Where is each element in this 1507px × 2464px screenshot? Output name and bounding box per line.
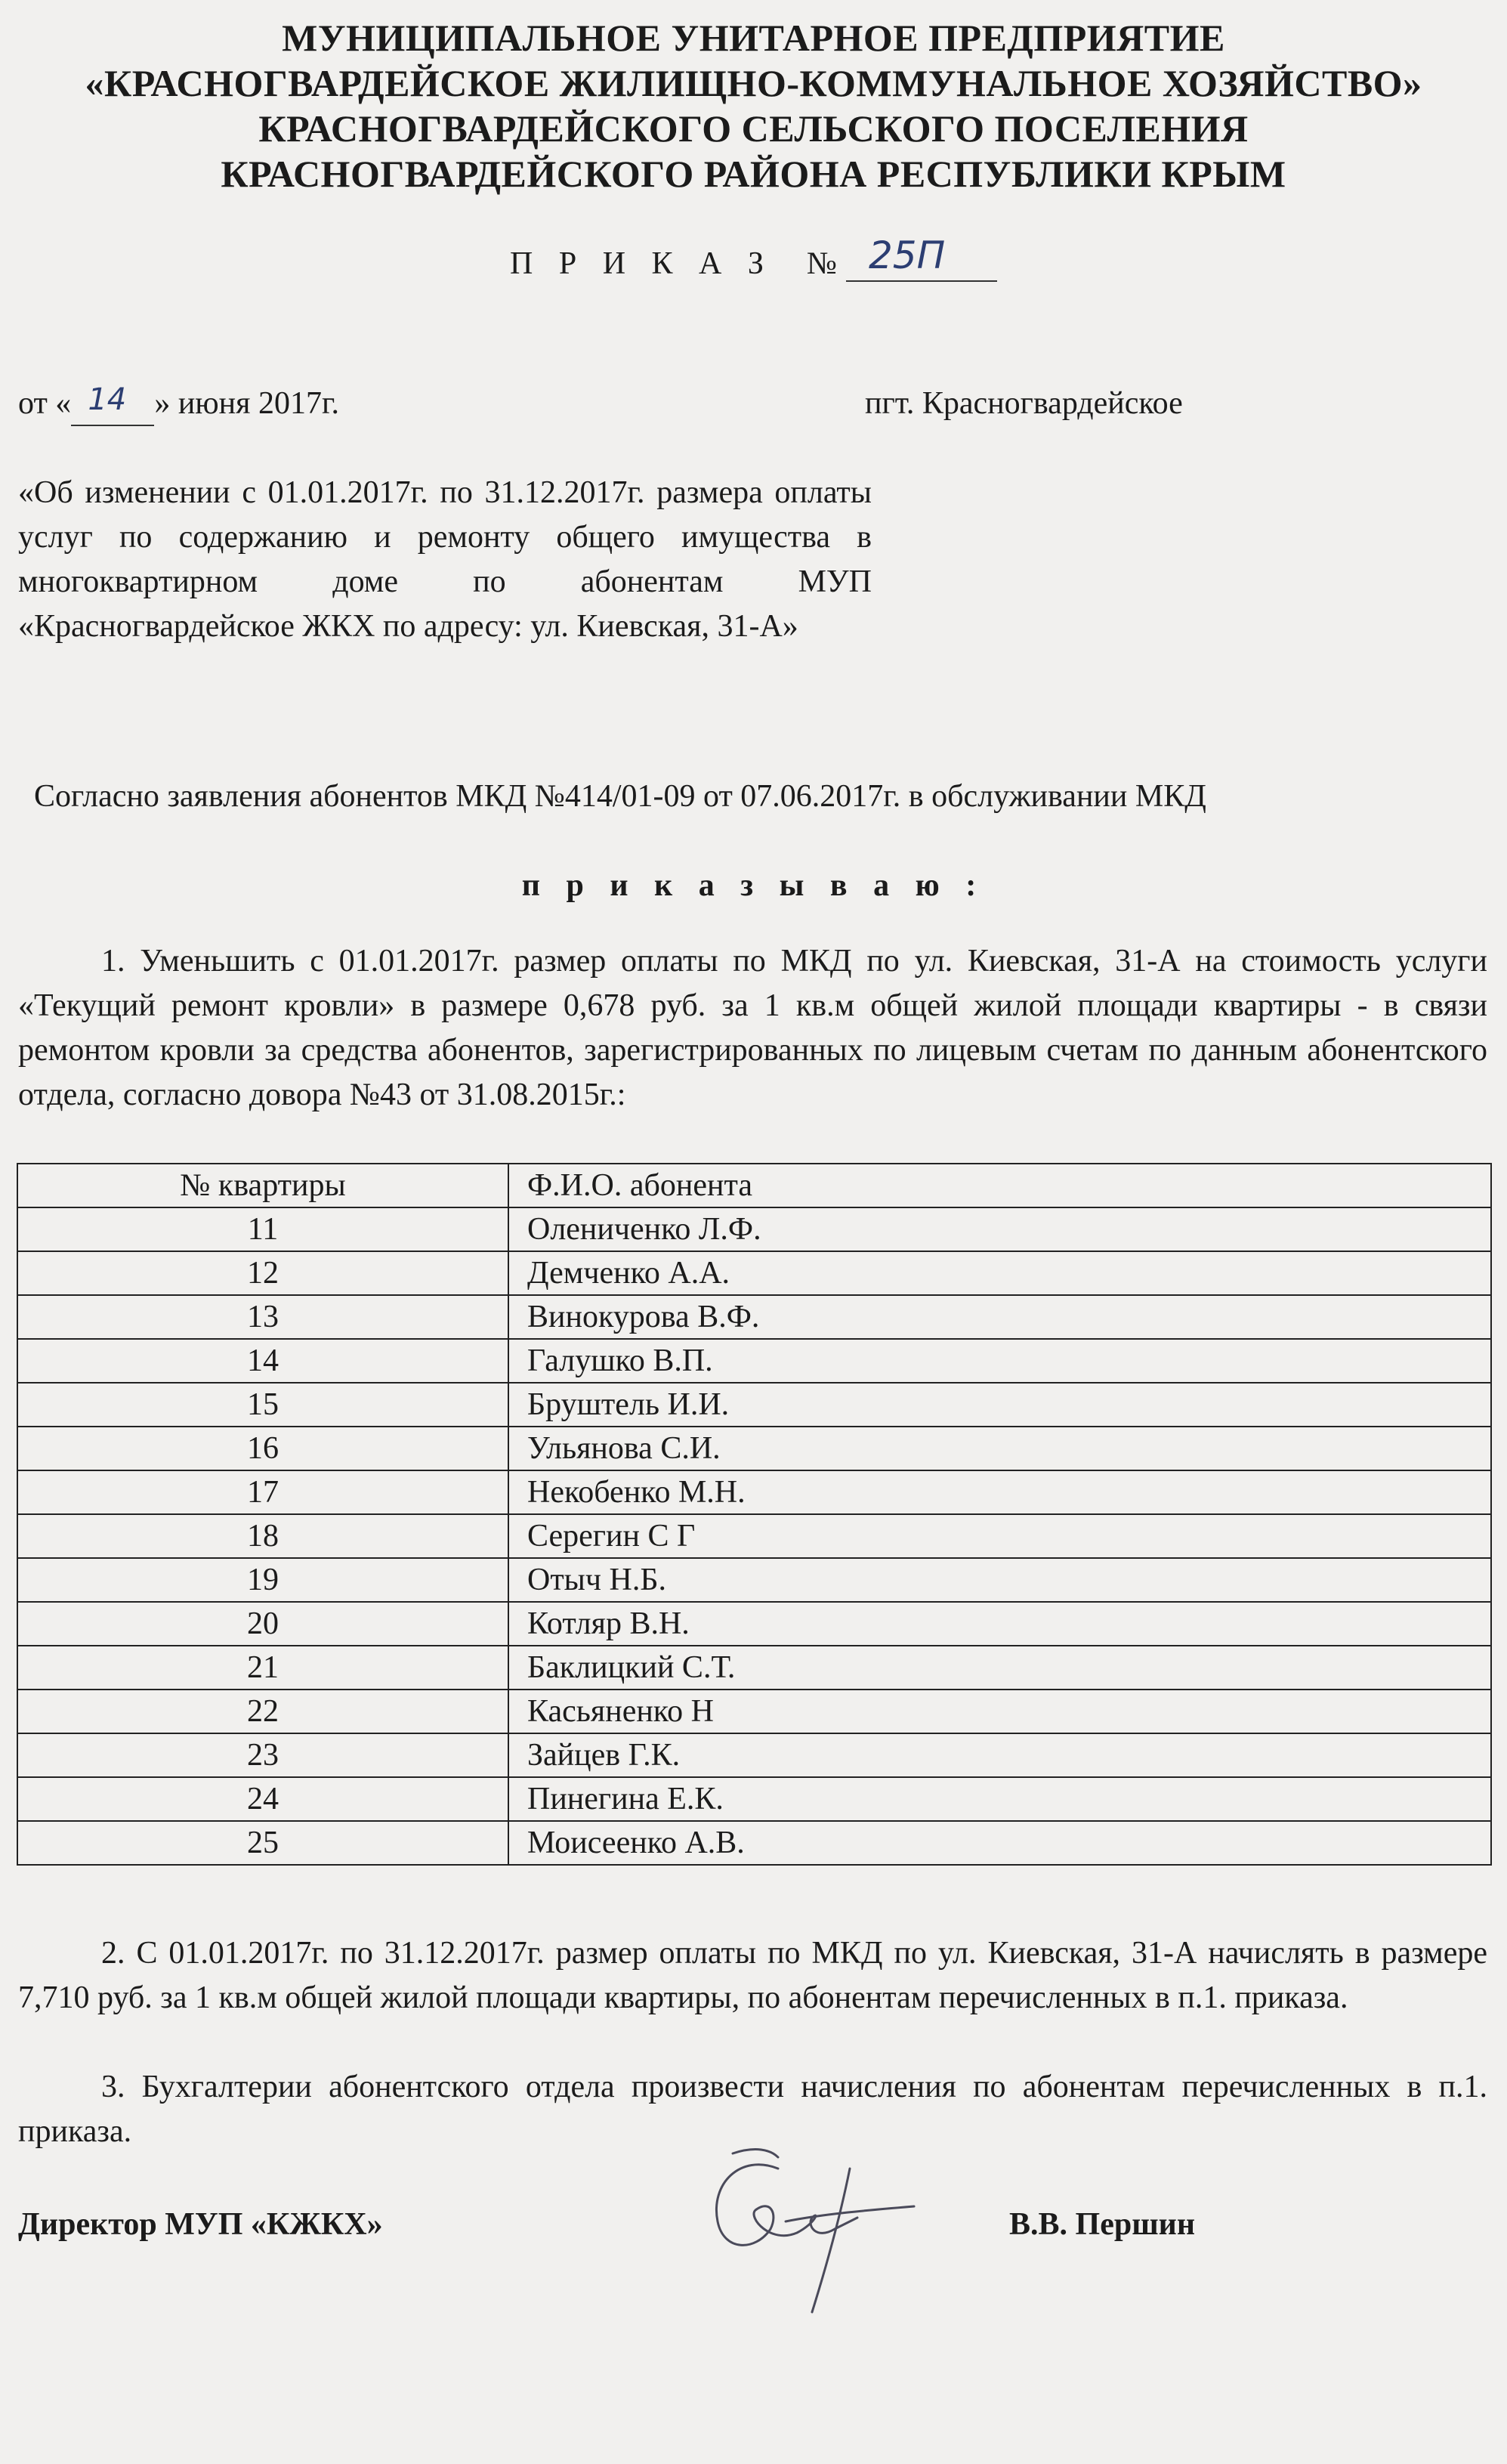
table-row <box>17 1602 1491 1646</box>
table-row <box>17 1646 1491 1690</box>
apartment-number-cell: 19 <box>17 1558 508 1602</box>
orders-word: п р и к а з ы в а ю : <box>521 868 986 903</box>
table-row <box>17 1470 1491 1514</box>
apartment-number-cell: 14 <box>17 1339 508 1383</box>
director-position: Директор МУП «КЖКХ» <box>18 2207 383 2242</box>
table-row <box>17 1558 1491 1602</box>
subscriber-name-cell: Котляр В.Н. <box>508 1602 1491 1646</box>
subscriber-name-cell: Пинегина Е.К. <box>508 1777 1491 1821</box>
header-line: КРАСНОГВАРДЕЙСКОГО РАЙОНА РЕСПУБЛИКИ КРЫМ <box>221 153 1286 195</box>
apartment-number-cell: 17 <box>17 1470 508 1514</box>
apartment-number-cell: 23 <box>17 1733 508 1777</box>
order-item-3: 3. Бухгалтерии абонентского отдела произвести начисления по абонентам перечисленных в п.1. приказа. <box>18 2070 1487 2149</box>
subscribers-table <box>17 1163 1492 1866</box>
date-day-field <box>71 382 154 426</box>
subscriber-name-cell: Демченко А.А. <box>508 1251 1491 1295</box>
handwritten-signature <box>665 2138 937 2365</box>
table-row <box>17 1690 1491 1733</box>
apartment-number-cell: 24 <box>17 1777 508 1821</box>
date-suffix: » июня 2017г. <box>154 386 339 421</box>
order-title <box>0 233 1507 282</box>
subscriber-name-cell: Винокурова В.Ф. <box>508 1295 1491 1339</box>
subscriber-name-cell: Зайцев Г.К. <box>508 1733 1491 1777</box>
column-header-apartment: № квартиры <box>17 1164 508 1207</box>
date-day-handwritten: 14 <box>88 382 127 417</box>
subscriber-name-cell: Баклицкий С.Т. <box>508 1646 1491 1690</box>
subscriber-name-cell: Галушко В.П. <box>508 1339 1491 1383</box>
order-number-field <box>846 233 997 282</box>
apartment-number-cell: 15 <box>17 1383 508 1427</box>
order-place: пгт. Красногвардейское <box>865 386 1183 421</box>
header-line: «КРАСНОГВАРДЕЙСКОЕ ЖИЛИЩНО-КОММУНАЛЬНОЕ ХОЗЯЙСТВО» <box>85 62 1422 104</box>
apartment-number-cell: 11 <box>17 1207 508 1251</box>
apartment-number-cell: 20 <box>17 1602 508 1646</box>
apartment-number-cell: 18 <box>17 1514 508 1558</box>
signer-name: В.В. Першин <box>1009 2207 1196 2242</box>
table-row <box>17 1383 1491 1427</box>
order-subject: «Об изменении с 01.01.2017г. по 31.12.2017г. размера оплаты услуг по содержанию и ремонту общего имущества в многоквартирном доме по абонентам МУП «Красногвардейское ЖКХ по адресу: ул. Киевская, 31-А» <box>18 475 872 644</box>
table-row <box>17 1251 1491 1295</box>
header-line: КРАСНОГВАРДЕЙСКОГО СЕЛЬСКОГО ПОСЕЛЕНИЯ <box>258 107 1249 150</box>
table-row <box>17 1295 1491 1339</box>
subscriber-name-cell: Олениченко Л.Ф. <box>508 1207 1491 1251</box>
order-title-text: П Р И К А З <box>510 246 773 281</box>
table-body <box>17 1207 1491 1865</box>
table-row <box>17 1427 1491 1470</box>
subscriber-name-cell: Отыч Н.Б. <box>508 1558 1491 1602</box>
apartment-number-cell: 12 <box>17 1251 508 1295</box>
date-prefix: от « <box>18 386 72 421</box>
document-header <box>0 15 1507 196</box>
apartment-number-cell: 13 <box>17 1295 508 1339</box>
subscriber-name-cell: Серегин С Г <box>508 1514 1491 1558</box>
table-row <box>17 1777 1491 1821</box>
subscriber-name-cell: Некобенко М.Н. <box>508 1470 1491 1514</box>
subscriber-name-cell: Моисеенко А.В. <box>508 1821 1491 1865</box>
order-item-1: 1. Уменьшить с 01.01.2017г. размер оплаты по МКД по ул. Киевская, 31-А на стоимость услуги «Текущий ремонт кровли» в размере 0,678 руб. за 1 кв.м общей жилой площади квартиры - в связи ремонтом кровли за средства абонентов, зарегистрированных по лицевым счетам по данным абонентского отдела, согласно довора №43 от 31.08.2015г.: <box>18 944 1487 1112</box>
apartment-number-cell: 16 <box>17 1427 508 1470</box>
subscriber-name-cell: Касьяненко Н <box>508 1690 1491 1733</box>
order-number-handwritten: 25П <box>868 233 946 277</box>
subscriber-name-cell: Ульянова С.И. <box>508 1427 1491 1470</box>
apartment-number-cell: 25 <box>17 1821 508 1865</box>
number-sign: № <box>806 246 846 281</box>
order-item-2: 2. С 01.01.2017г. по 31.12.2017г. размер оплаты по МКД по ул. Киевская, 31-А начислять в размере 7,710 руб. за 1 кв.м общей жилой площади квартиры, по абонентам перечисленных в п.1. приказа. <box>18 1936 1487 2015</box>
table-row <box>17 1733 1491 1777</box>
order-date <box>18 382 339 426</box>
apartment-number-cell: 22 <box>17 1690 508 1733</box>
header-line: МУНИЦИПАЛЬНОЕ УНИТАРНОЕ ПРЕДПРИЯТИЕ <box>282 17 1225 59</box>
column-header-name: Ф.И.О. абонента <box>508 1164 1491 1207</box>
table-row <box>17 1339 1491 1383</box>
table-header-row <box>17 1164 1491 1207</box>
table-row <box>17 1514 1491 1558</box>
apartment-number-cell: 21 <box>17 1646 508 1690</box>
table-row <box>17 1207 1491 1251</box>
order-basis: Согласно заявления абонентов МКД №414/01-09 от 07.06.2017г. в обслуживании МКД <box>34 779 1206 814</box>
table-row <box>17 1821 1491 1865</box>
subscriber-name-cell: Бруштель И.И. <box>508 1383 1491 1427</box>
